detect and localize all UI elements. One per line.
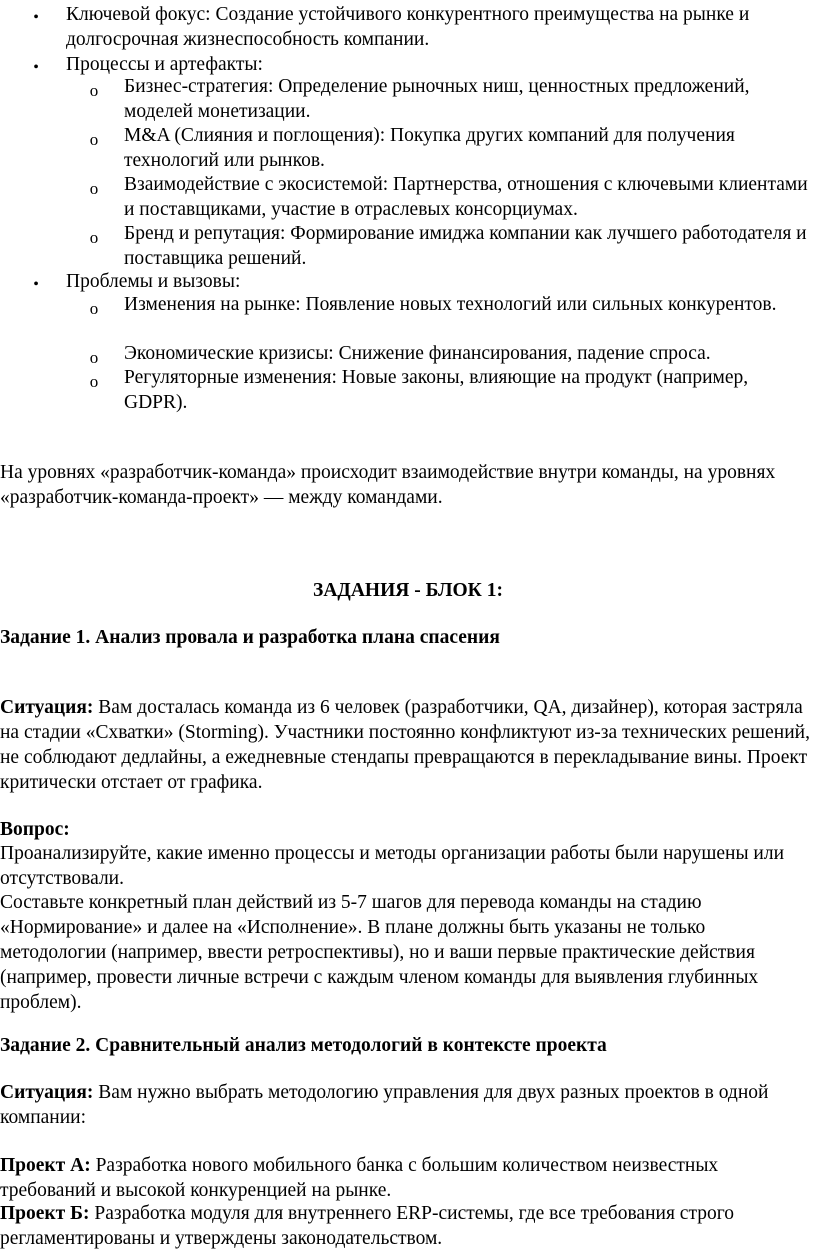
- sub-item-business-strategy: Бизнес-стратегия: Определение рыночных ниш, ценностных предложений, моделей монетизации.: [124, 76, 750, 122]
- sub-item-regulatory: Регуляторные изменения: Новые законы, влияющие на продукт (например, GDPR).: [124, 367, 749, 413]
- sub-item-ma: M&A (Слияния и поглощения): Покупка других компаний для получения технологий или рынков.: [124, 125, 735, 171]
- project-a-label: Проект А:: [0, 1155, 91, 1176]
- sub-item-brand: Бренд и репутация: Формирование имиджа компании как лучшего работодателя и поставщика решений.: [124, 223, 807, 269]
- sub-item-economic-crises: Экономические кризисы: Снижение финансирования, падение спроса.: [124, 343, 711, 364]
- sub-bullet-icon: o: [89, 81, 99, 100]
- project-a-text: Разработка нового мобильного банка с большим количеством неизвестных требований и высокой конкуренцией на рынке.: [0, 1155, 719, 1201]
- task1-question-p1: Проанализируйте, какие именно процессы и методы организации работы были нарушены или отсутствовали.: [0, 843, 785, 889]
- sub-bullet-icon: o: [89, 130, 99, 149]
- task1-question-label: Вопрос:: [0, 819, 70, 840]
- sub-bullet-icon: o: [89, 372, 99, 391]
- list-item-key-focus: Ключевой фокус: Создание устойчивого конкурентного преимущества на рынке и долгосрочная жизнеспособность компании.: [66, 4, 750, 50]
- sub-item-market-changes: Изменения на рынке: Появление новых технологий или сильных конкурентов.: [124, 294, 777, 315]
- task1-situation: [0, 695, 814, 795]
- levels-paragraph: На уровнях «разработчик-команда» происходит взаимодействие внутри команды, на уровнях «разработчик-команда-проект» — между командами.: [0, 462, 776, 508]
- sub-bullet-icon: o: [89, 179, 99, 198]
- list-item-problems: Проблемы и вызовы:: [66, 271, 241, 292]
- task2-title: Задание 2. Сравнительный анализ методологий в контексте проекта: [0, 1035, 607, 1056]
- task2-situation-text: Вам нужно выбрать методологию управления для двух разных проектов в одной компании:: [0, 1082, 769, 1128]
- bullet-icon: •: [33, 9, 39, 26]
- sub-item-ecosystem: Взаимодействие с экосистемой: Партнерства, отношения с ключевыми клиентами и поставщиками, участие в отраслевых консорциумах.: [124, 174, 808, 220]
- task1-question-p2: Составьте конкретный план действий из 5-7 шагов для перевода команды на стадию «Нормирование» и далее на «Исполнение». В плане должны быть указаны не только методологии (например, ввести ретроспективы), но и ваши первые практические действия (например, провести личные встречи с каждым членом команды для выявления глубинных проблем).: [0, 892, 759, 1013]
- task2-project-b: [0, 1201, 814, 1251]
- task2-situation-label: Ситуация:: [0, 1082, 94, 1103]
- project-b-label: Проект Б:: [0, 1203, 90, 1224]
- sub-bullet-icon: o: [89, 299, 99, 318]
- task1-situation-text: Вам досталась команда из 6 человек (разработчики, QA, дизайнер), которая застряла на стадии «Схватки» (Storming). Участники постоянно конфликтуют из-за технических решений, не соблюдают дедлайны, а ежедневные стендапы превращаются в перекладывание вины. Проект критически отстает от графика.: [0, 697, 810, 793]
- sub-bullet-icon: o: [89, 348, 99, 367]
- task1-situation-label: Ситуация:: [0, 697, 94, 718]
- sub-bullet-icon: o: [89, 228, 99, 247]
- bullet-icon: •: [33, 276, 39, 293]
- bullet-icon: •: [33, 59, 39, 76]
- task2-project-a: [0, 1153, 814, 1203]
- task2-situation: [0, 1080, 814, 1130]
- project-b-text: Разработка модуля для внутреннего ERP-системы, где все требования строго регламентированы и утверждены законодательством.: [0, 1203, 734, 1249]
- list-item-processes: Процессы и артефакты:: [66, 54, 263, 75]
- block-heading: ЗАДАНИЯ - БЛОК 1:: [313, 580, 503, 601]
- task1-title: Задание 1. Анализ провала и разработка плана спасения: [0, 627, 500, 648]
